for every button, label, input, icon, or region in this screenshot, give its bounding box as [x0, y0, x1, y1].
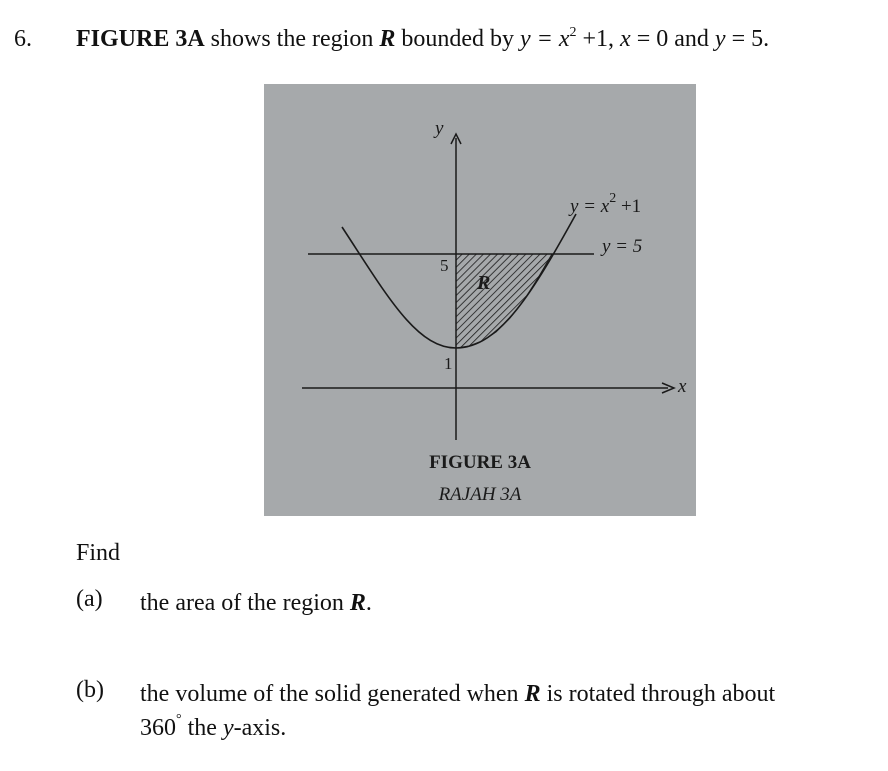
part-a-label: (a): [76, 586, 103, 612]
part-a-end: .: [365, 590, 372, 616]
equation-exponent: 2: [569, 25, 577, 40]
question-number: 6.: [14, 26, 32, 52]
equation-curve-tail: +1,: [576, 26, 621, 52]
part-b-text: [140, 677, 860, 745]
part-b-degree: °: [176, 712, 182, 727]
part-b-body-4: -axis.: [233, 715, 287, 741]
curve-label-eq: y = x: [570, 196, 610, 217]
curve-label: [570, 191, 642, 218]
part-b-body-3: the: [181, 715, 223, 741]
part-b-body-1: the volume of the solid generated when: [140, 681, 525, 707]
find-heading: Find: [76, 540, 121, 566]
figure-caption-malay: RAJAH 3A: [438, 484, 522, 505]
equation-curve: y = x: [520, 26, 570, 52]
stem-and: and: [668, 26, 715, 52]
part-b-region: R: [524, 681, 541, 707]
stem-text-2: bounded by: [395, 26, 520, 52]
part-a-text: [140, 586, 860, 620]
y-axis-label: y: [435, 118, 444, 139]
part-b-axis: y: [222, 715, 234, 741]
part-a-region: R: [349, 590, 366, 616]
part-a-body: the area of the region: [140, 590, 350, 616]
equation-x-tail: = 0: [630, 26, 669, 52]
part-b-line-2: [140, 711, 860, 745]
region-label: R: [477, 272, 491, 294]
stem-text-1: shows the region: [204, 26, 380, 52]
curve-label-exp: 2: [609, 191, 617, 206]
figure-caption: FIGURE 3A: [429, 452, 531, 473]
question-stem: [76, 26, 769, 53]
curve-label-tail: +1: [616, 196, 642, 217]
line-label: y = 5: [602, 236, 643, 257]
figure-3a: [264, 84, 696, 516]
figure-reference: FIGURE 3A: [76, 26, 205, 52]
tick-label-1: 1: [444, 354, 453, 373]
equation-x-var: x: [620, 26, 631, 52]
part-b-body-2: is rotated through about: [540, 681, 776, 707]
part-b-angle: 360: [140, 715, 176, 741]
region-r-shading: [456, 254, 552, 348]
equation-y-tail: = 5.: [725, 26, 770, 52]
tick-label-5: 5: [440, 256, 449, 275]
equation-y-var: y: [714, 26, 726, 52]
region-symbol: R: [379, 26, 396, 52]
part-b-label: (b): [76, 677, 104, 703]
x-axis-label: x: [678, 376, 687, 397]
